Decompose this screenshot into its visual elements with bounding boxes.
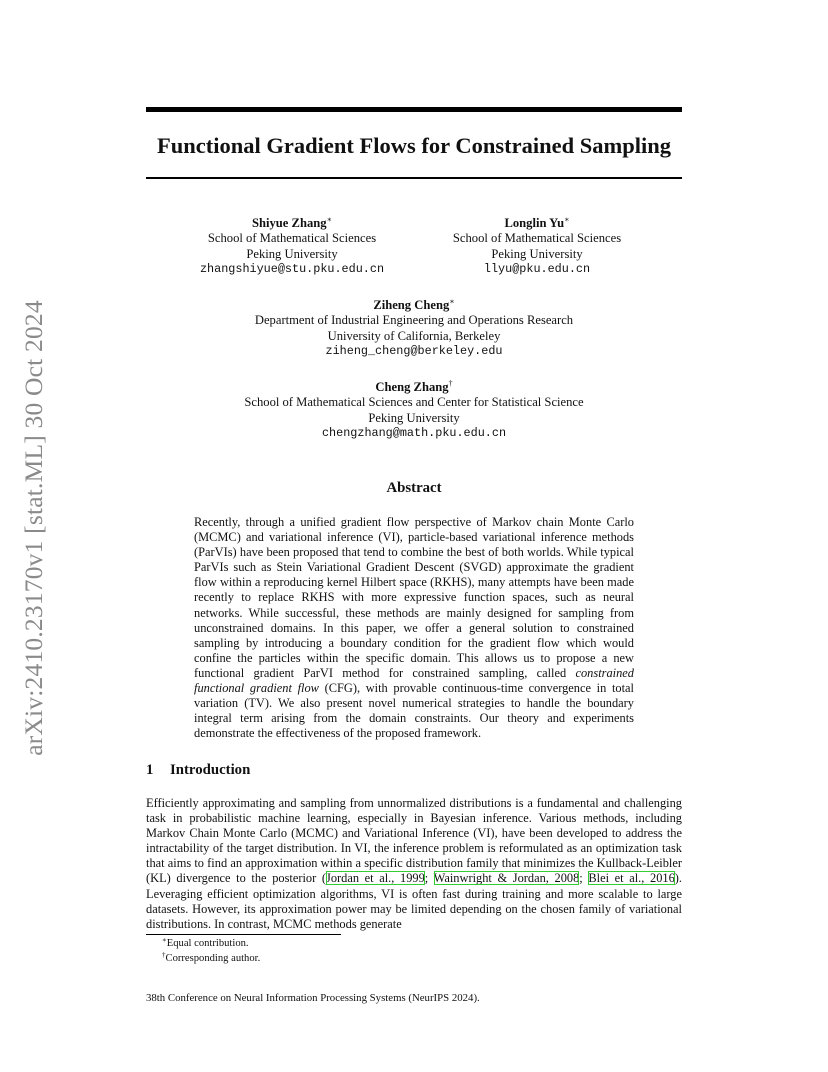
author-institution: University of California, Berkeley [327, 328, 501, 343]
citation-link[interactable]: Blei et al., 2016 [588, 871, 675, 886]
author-affiliation: Department of Industrial Engineering and Operations Research [254, 313, 574, 328]
author-block-3 [164, 298, 664, 360]
abstract-text: Recently, through a unified gradient flow perspective of Markov chain Monte Carlo (MCMC) and variational inference (VI), particle-based variational inference methods (ParVIs) have been proposed that tend to combine the best of both worlds. While typical ParVIs such as Stein Variational Gradient Descent (SVGD) approximate the gradient flow within a reproducing kernel Hilbert space (RKHS), many attempts have been made recently to replace RKHS with more expressive function spaces, such as neural networks. While successful, these methods are mainly designed for sampling from unconstrained domains. In this paper, we offer a general solution to constrained sampling by introducing a boundary condition for the gradient flow which would confine the particles within the specific domain. This allows us to propose a new functional gradient ParVI method for constrained sampling, called [194, 515, 634, 680]
footnote-mark: † [162, 951, 166, 959]
arxiv-identifier-text: arXiv:2410.23170v1 [stat.ML] 30 Oct 2024 [19, 300, 48, 756]
citation-link[interactable]: Jordan et al., 1999 [326, 871, 425, 886]
author-block-2 [427, 216, 647, 278]
author-institution: Peking University [246, 246, 338, 261]
venue-note: 38th Conference on Neural Information Processing Systems (NeurIPS 2024). [146, 992, 480, 1004]
author-name: Shiyue Zhang∗ [252, 215, 332, 230]
author-mark: ∗ [564, 215, 570, 224]
footnote-rule [146, 934, 341, 935]
author-email: chengzhang@math.pku.edu.cn [321, 426, 507, 441]
author-affiliation: School of Mathematical Sciences [452, 231, 622, 246]
footnote-text: Corresponding author. [165, 953, 261, 964]
abstract-body [194, 515, 634, 741]
author-affiliation: School of Mathematical Sciences and Center for Statistical Science [244, 395, 584, 410]
paper-title: Functional Gradient Flows for Constrained Sampling [156, 133, 671, 158]
citation-link[interactable]: Wainwright & Jordan, 2008 [433, 871, 580, 886]
citation-separator: ; [424, 871, 434, 886]
paragraph-text: ). Leveraging efficient optimization algorithms, VI is often fast during training and more scalable to large datasets. However, its approximation power may be limited depending on the chosen family of variational distributions. In contrast, MCMC methods generate [146, 871, 683, 931]
footnote-mark: ∗ [162, 936, 167, 944]
author-email: ziheng_cheng@berkeley.edu [325, 344, 503, 359]
abstract-emphasis: constrained functional gradient flow [194, 665, 634, 696]
author-block-4 [164, 380, 664, 442]
footnote [162, 937, 249, 951]
paragraph-text: Efficiently approximating and sampling from unnormalized distributions is a fundamental and challenging task in probabilistic machine learning, especially in Bayesian inference. Various methods, including Markov Chain Monte Carlo (MCMC) and Variational Inference (VI), have been developed to address the intractability of the target distribution. In VI, the inference problem is reformulated as an optimization task that aims to find an approximation within a specific distribution family that minimizes the Kullback-Leibler (KL) divergence to the posterior ( [146, 796, 682, 886]
title-rule-top [146, 107, 682, 112]
author-mark: † [448, 379, 453, 388]
section-number: 1 [146, 762, 154, 778]
author-email: llyu@pku.edu.cn [483, 262, 591, 277]
abstract-text: (CFG), with provable continuous-time convergence in total variation (TV). We also present novel numerical strategies to handle the boundary integral term arising from the domain constraints. Our theory and experiments demonstrate the effectiveness of the proposed framework. [194, 681, 634, 741]
author-name: Ziheng Cheng∗ [373, 297, 455, 312]
citation-separator: ; [579, 871, 589, 886]
author-affiliation: School of Mathematical Sciences [207, 231, 377, 246]
footnote [162, 952, 260, 966]
author-block-1 [182, 216, 402, 278]
introduction-paragraph [146, 796, 682, 932]
author-email: zhangshiyue@stu.pku.edu.cn [199, 262, 385, 277]
abstract-heading: Abstract [386, 480, 442, 496]
author-mark: ∗ [326, 215, 332, 224]
title-rule-bottom [146, 177, 682, 179]
section-title: Introduction [170, 762, 251, 778]
author-name: Longlin Yu∗ [504, 215, 570, 230]
author-institution: Peking University [491, 246, 583, 261]
section-heading [146, 760, 250, 780]
author-institution: Peking University [368, 410, 460, 425]
footnote-text: Equal contribution. [166, 938, 249, 949]
arxiv-identifier-stamp [20, 283, 48, 773]
author-mark: ∗ [449, 297, 455, 306]
author-name: Cheng Zhang† [375, 379, 453, 394]
